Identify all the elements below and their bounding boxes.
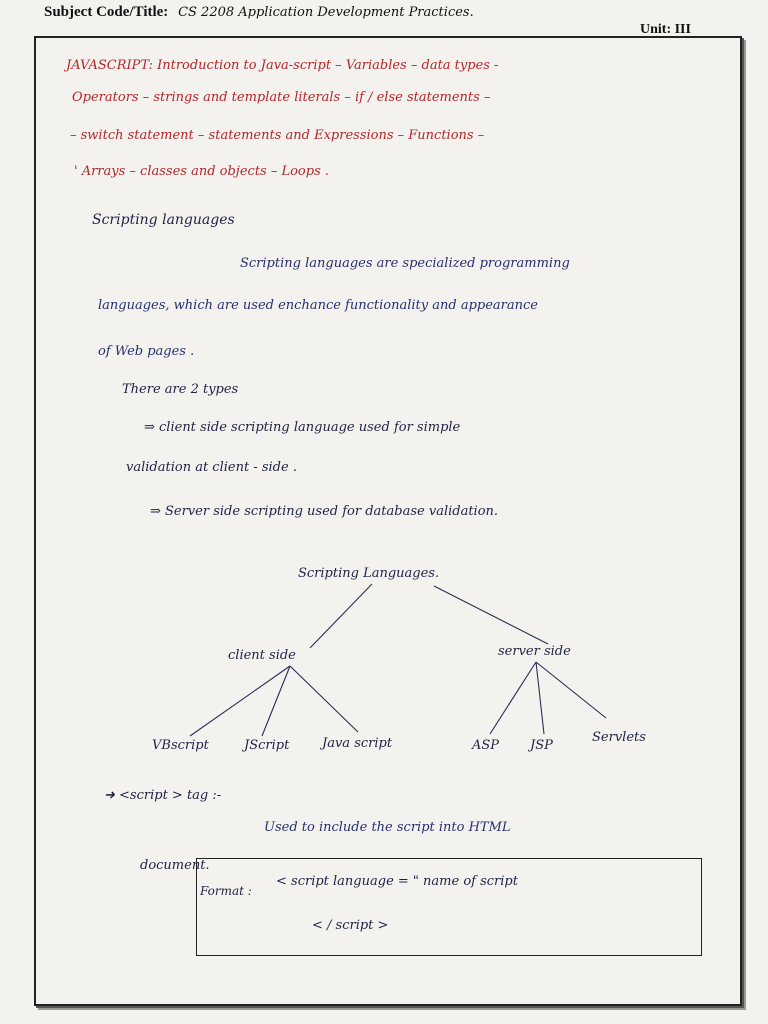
edge-root-client bbox=[310, 584, 372, 648]
edge-server-jsp bbox=[536, 662, 544, 734]
tree-server-child-2: JSP bbox=[530, 738, 553, 753]
type1-line-1: ⇒ client side scripting language used for simple bbox=[144, 420, 461, 435]
format-label: Format : bbox=[200, 884, 252, 898]
edge-server-servlets bbox=[536, 662, 606, 718]
intro-line-3: – switch statement – statements and Expressions – Functions – bbox=[70, 128, 485, 143]
types-intro: There are 2 types bbox=[122, 382, 239, 397]
tree-client: client side bbox=[228, 648, 296, 663]
tree-client-child-1: VBscript bbox=[152, 738, 209, 753]
para-line-1: Scripting languages are specialized programming bbox=[240, 256, 570, 271]
format-line-1: < script language = " name of script bbox=[276, 874, 518, 889]
tree-client-child-3: Java script bbox=[322, 736, 393, 751]
para-line-3: of Web pages . bbox=[98, 344, 195, 359]
tree-server: server side bbox=[498, 644, 571, 659]
intro-line-2: Operators – strings and template literals – if / else statements – bbox=[72, 90, 491, 105]
edge-server-asp bbox=[490, 662, 536, 734]
intro-line-4: ' Arrays – classes and objects – Loops . bbox=[74, 164, 330, 179]
script-tag-desc-2: document. bbox=[140, 858, 210, 873]
tree-server-child-1: ASP bbox=[472, 738, 500, 753]
edge-client-jscript bbox=[262, 666, 290, 736]
subject-label: Subject Code/Title: bbox=[44, 4, 169, 20]
unit-label: Unit: III bbox=[640, 22, 691, 37]
format-line-2: < / script > bbox=[312, 918, 389, 933]
subject-value: CS 2208 Application Development Practices. bbox=[178, 5, 474, 20]
edge-client-vbscript bbox=[190, 666, 290, 736]
type2-line: ⇒ Server side scripting used for database validation. bbox=[150, 504, 499, 519]
section-heading: Scripting languages bbox=[92, 212, 235, 228]
para-line-2: languages, which are used enchance functionality and appearance bbox=[98, 298, 538, 313]
type1-line-2: validation at client - side . bbox=[126, 460, 297, 475]
script-tag-heading: ➜ <script > tag :- bbox=[104, 788, 222, 803]
intro-line-1: JAVASCRIPT: Introduction to Java-script – Variables – data types - bbox=[66, 58, 499, 73]
format-box bbox=[196, 858, 702, 956]
edge-root-server bbox=[434, 586, 548, 644]
tree-root: Scripting Languages. bbox=[298, 566, 440, 581]
edge-client-javascript bbox=[290, 666, 358, 732]
tree-server-child-3: Servlets bbox=[592, 730, 646, 745]
tree-client-child-2: JScript bbox=[244, 738, 290, 753]
script-tag-desc-1: Used to include the script into HTML bbox=[264, 820, 511, 835]
